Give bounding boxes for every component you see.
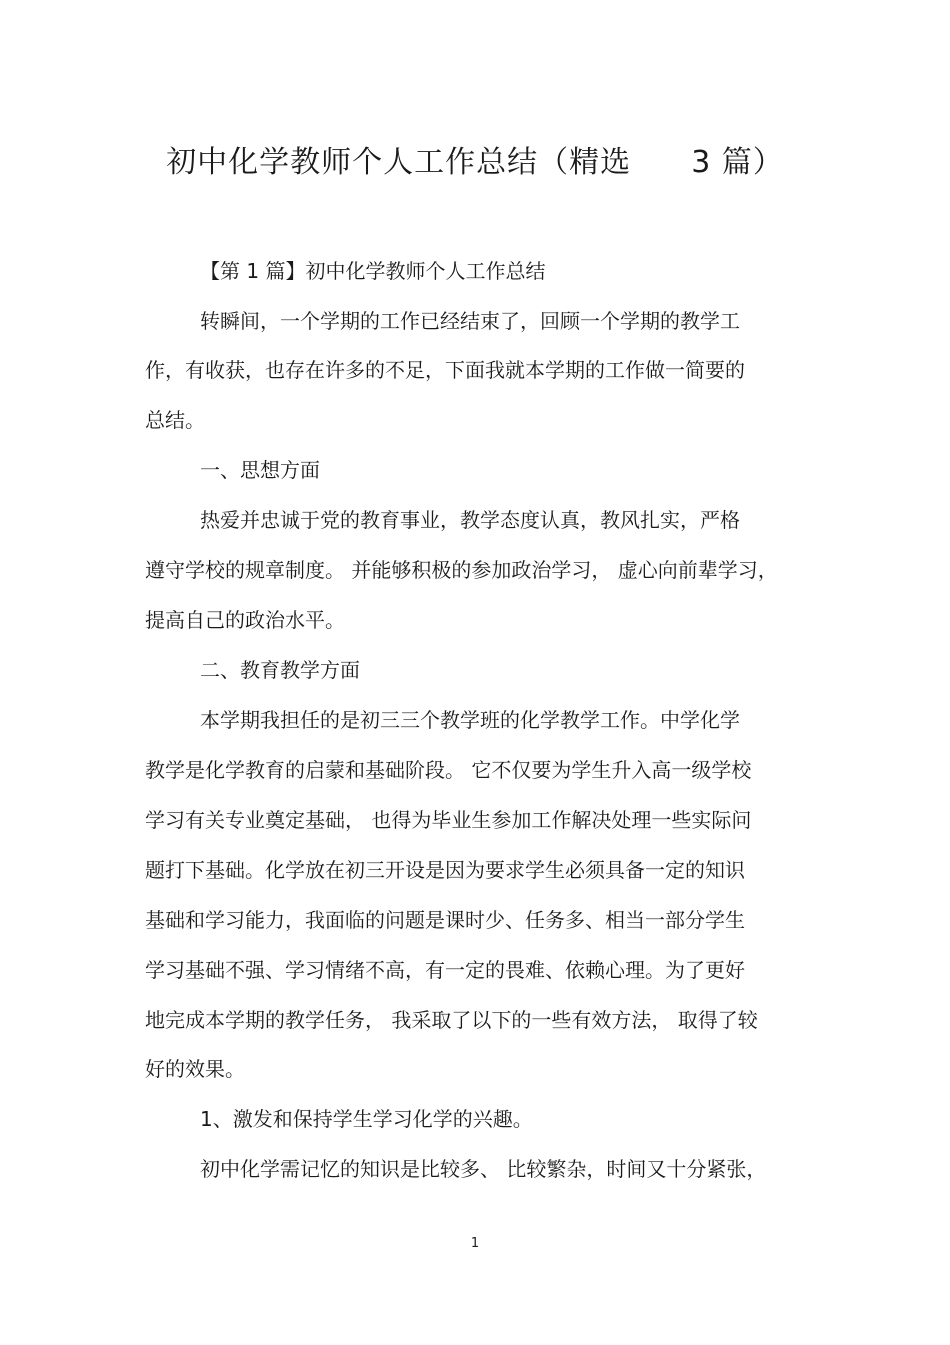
paragraph-line: 作，有收获，也存在许多的不足，下面我就本学期的工作做一简要的 [145,358,745,382]
title-count: 3 篇） [691,145,784,180]
subsection-heading: 一、思想方面 [200,458,320,482]
list-item: 1、激发和保持学生学习化学的兴趣。 [200,1107,533,1131]
paragraph-line: 教学是化学教育的启蒙和基础阶段。 它不仅要为学生升入高一级学校 [145,758,752,782]
paragraph-line: 转瞬间，一个学期的工作已经结束了，回顾一个学期的教学工 [200,309,740,333]
subsection-heading: 二、教育教学方面 [200,658,360,682]
paragraph-line: 遵守学校的规章制度。 并能够积极的参加政治学习， 虚心向前辈学习， [145,558,778,582]
paragraph-line: 学习有关专业奠定基础， 也得为毕业生参加工作解决处理一些实际问 [145,808,752,832]
page-title [0,138,950,188]
page-number: 1 [470,1236,480,1251]
paragraph-line: 初中化学需记忆的知识是比较多、 比较繁杂，时间又十分紧张， [200,1157,767,1181]
paragraph-line: 提高自己的政治水平。 [145,608,345,632]
paragraph-line: 本学期我担任的是初三三个教学班的化学教学工作。中学化学 [200,708,740,732]
paragraph-line: 好的效果。 [145,1057,245,1081]
paragraph-line: 基础和学习能力，我面临的问题是课时少、任务多、相当一部分学生 [145,908,745,932]
title-main: 初中化学教师个人工作总结（精选 [166,145,632,180]
paragraph-line: 学习基础不强、学习情绪不高，有一定的畏难、依赖心理。为了更好 [145,958,745,982]
section-heading: 【第 1 篇】初中化学教师个人工作总结 [200,259,546,283]
paragraph-line: 地完成本学期的教学任务， 我采取了以下的一些有效方法， 取得了较 [145,1008,758,1032]
paragraph-line: 总结。 [145,408,205,432]
paragraph-line: 题打下基础。化学放在初三开设是因为要求学生必须具备一定的知识 [145,858,745,882]
paragraph-line: 热爱并忠诚于党的教育事业，教学态度认真，教风扎实，严格 [200,508,740,532]
